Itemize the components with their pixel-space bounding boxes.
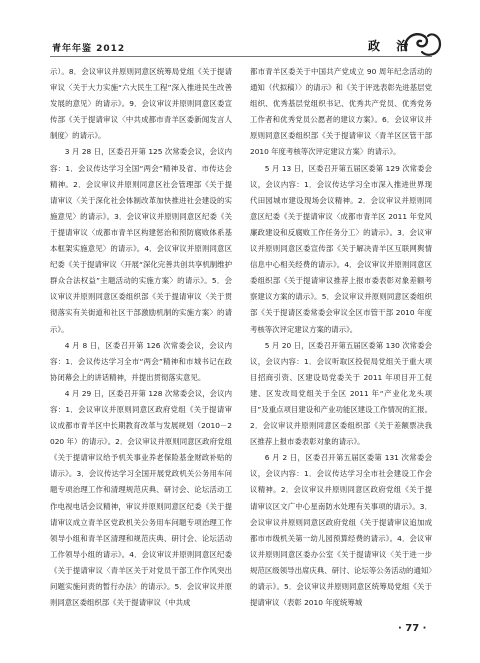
paragraph: 5 月 13 日，区委召开第五届区委第 129 次常委会议，会议内容：1．会议传达学习全市深入推进世界现代田园城市建设现场会议精神。2．会议审议并原则同意区纪委《关于提请审议〈成都市青羊区 2011 年党风廉政建设和反腐败工作任务分工〉的请示》。3．会议审议并原则同意区委宣传部《关于解决青羊区互联网舆情信息中心相关经费的请示》。4．会议审议并原则同意区委组织部《关于提请审议推荐上报市委表彰对象差额考察建议方案的请示》。5．会议审议并原则同意区委组织部《关于提请区委常委会审议全区市管干部 2010 年度考核等次评定建议方案的请示》。 [250,163,432,334]
page-number: · 77 · [398,623,427,634]
page-header [0,0,480,64]
paragraph: 都市青羊区委关于中国共产党成立 90 周年纪念活动的通知（代拟稿）〉的请示》和《关于评选表彰先进基层党组织、优秀基层党组织书记、优秀共产党员、优秀党务工作者和优秀党员公愿者的建议方案》。6．会议审议并原则同意区委组织部《关于提请审议〈青羊区区管干部 2010 年度考核等次评定建议方案〉的请示》。 [250,67,432,157]
paragraph: 4 月 29 日，区委召开第 128 次常委会议，会议内容：1．会议审议并原则同意区政府党组《关于提请审议成都市青羊区中长期教育改革与发展规划（2010－2020 年）的请示》。2．会议审议并原则同意区政府党组《关于提请审议给予机关事业养老保险基金财政补贴的请示》。3．会议传达学习全国开展党政机关公务用车问题专项治理工作和清理规范庆典、研讨会、论坛活动工作电视电话会议精神，审议并原则同意区纪委《关于提请审议成立青羊区党政机关公务用车问题专项治理工作领导小组和青羊区清理和规范庆典、研讨会、论坛活动工作领导小组的请示》。4．会议审议并原则同意区纪委《关于提请审议〈青羊区关于对党员干部工作作风突出问题实施问责的暂行办法〉的请示》。5．会议审议并原则同意区委组织部《关于提请审议（中共成 [50,388,232,608]
section-title: 政 治 [368,39,415,53]
paragraph: 4 月 8 日，区委召开第 126 次常委会议，会议内容：1．会议传达学习全市“两会”精神和市城书记在政协闭幕会上的讲话精神，并提出贯彻落实意见。 [50,340,232,382]
paragraph: 3 月 28 日，区委召开第 125 次常委会议，会议内容：1．会议传达学习全国“两会”精神及省、市传达会精神。2．会议审议并原则同意区社会管理部《关于提请审议〈关于深化社会体制改革加快推进社会建设的实施意见〉的请示》。3．会议审议并原则同意区纪委《关于提请审议〈成都市青羊区构建惩治和预防腐败体系基本框架实施意见〉的请示》。4．会议审议并原则同意区纪委《关于提请审议〈开展“深化完善共创共享机制维护群众合法权益”主题活动的实施方案〉的请示》。5．会议审议并原则同意区委组织部《关于提请审议〈关于贯彻落实有关街道和社区干部激励机制的实施方案〉的请示》。 [50,147,232,334]
paragraph: 示）。8．会议审议并原则同意区统筹局党组《关于提请审议〈关于大力实施“六大民生工程”深入推进民生改善发展的意见〉的请示》。9．会议审议并原则同意区委宣传部《关于提请审议〈中共成都市青羊区委新闻发言人制度〉的请示》。 [50,67,232,141]
journal-title: 青年年鉴 2012 [52,44,126,54]
swirl-ornament-icon [400,26,444,60]
right-column [250,64,432,611]
paragraph: 5 月 20 日，区委召开第五届区委第 130 次常委会议，会议内容：1．会议听取区投促局党组关于重大项目招商引资、区建设局党委关于 2011 年项目开工促建、区发改局党组关于全区 2011 年“产业化龙头项目”及重点项目建设和产业功能区建设工作情况的汇报。2．会议审议并原则同意区委组织部《关于差额票决我区推荐上报市委表彰对象的请示》。 [250,340,432,447]
header-rule [50,56,432,57]
paragraph: 6 月 2 日，区委召开第五届区委第 131 次常委会议，会议内容：1．会议传达学习全市社会建设工作会议精神。2．会议审议并原则同意区政府党组《关于提请审议区文广中心星南防水处理有关事项的请示》。3．会议审议并原则同意区政府党组《关于提请审议追加成都市市级机关第一幼儿园预算经费的请示》。4．会议审议并原则同意区委办公室《关于提请审议〈关于进一步规范区级领导出席庆典、研讨、论坛等公务活动的通知〉的请示》。5．会议审议并原则同意区统筹局党组《关于提请审议（表彰 2010 年度统筹城 [250,453,432,608]
left-column [50,64,232,611]
